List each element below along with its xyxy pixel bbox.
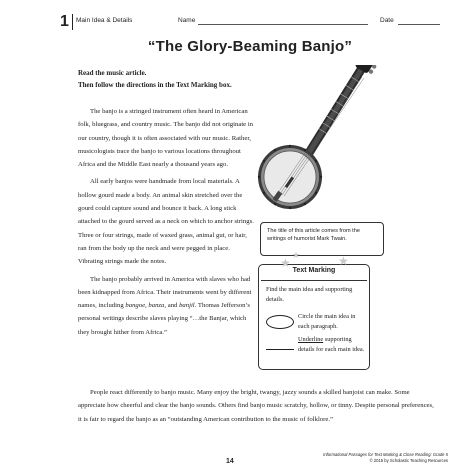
title-note-box: The title of this article comes from the writings of humorist Mark Twain. [260, 222, 384, 256]
star-icon: ★ [338, 254, 349, 268]
article-full-width [78, 386, 434, 426]
header-divider [72, 14, 73, 30]
paragraph-1: The banjo is a stringed instrument often heard in American folk, bluegrass, and country music. The banjo did not originate in our country, though it is often associated with our music. Rather, musicologists trace the banjo to various locations throughout Africa and the Middle East nearly a thousand years ago. [78, 108, 254, 169]
banjo-name-1: bangoe, banza, [125, 302, 167, 310]
page-header [60, 15, 440, 29]
underline-instruction-rest: supporting details for each main idea. [298, 336, 365, 353]
underline-instruction [298, 335, 366, 354]
banjo-name-2: banjil [179, 302, 195, 310]
page-number: 14 [226, 458, 234, 465]
paragraph-2: All early banjos were handmade from local materials. A hollow gourd made a body. An animal skin stretched over the gourd could capture sound and bounce it back. A long stick attached to the gourd served as a neck on which to anchor strings. Three or four strings, made of waxed grass, animal gut, or hair, ran from the body up the neck and were pegged in place. Vibrating strings made the notes. [78, 178, 254, 266]
circle-instruction: Circle the main idea in each paragraph. [298, 313, 356, 330]
date-label: Date [380, 17, 394, 24]
underline-word: Underline [298, 336, 324, 343]
circle-mark-icon [266, 315, 294, 329]
paragraph-4: People react differently to banjo music. Many enjoy the bright, twangy, jazzy sounds a skilled banjoist can make. Some appreciate how cheerful and clear the banjo sounds. Others find banjo music scratchy, hollow, or tinny. Despite personal preferences, it is fair to regard the banjo as an “outstanding American contribution to the music of folklore.” [78, 389, 434, 423]
underline-mark-icon [266, 349, 294, 350]
name-field[interactable] [198, 24, 368, 25]
star-icon: ★ [280, 256, 291, 270]
date-field[interactable] [398, 24, 440, 25]
star-icon: ★ [292, 250, 301, 260]
name-label: Name [178, 17, 196, 24]
section-label: Main Idea & Details [76, 17, 133, 24]
lesson-number: 1 [60, 13, 69, 30]
book-title: Informational Passages for Text Marking & Close Reading: Grade 5 [323, 452, 448, 457]
copyright: © 2015 by Scholastic Teaching Resources [369, 458, 448, 463]
credit-line [318, 452, 448, 464]
text-marking-title: Text Marking [292, 267, 336, 274]
banjo-illustration [250, 65, 390, 215]
text-marking-divider [261, 280, 367, 281]
article-column [78, 105, 256, 343]
instruction-line-1: Read the music article. [78, 69, 147, 77]
paragraph-3-end: . Thomas Jefferson’s personal writings describe slaves playing “…the Banjar, which they brought hither from Africa.” [78, 302, 250, 336]
text-marking-intro: Find the main idea and supporting details. [266, 286, 353, 303]
paragraph-3-and: and [166, 302, 180, 310]
paragraph-3 [78, 273, 256, 339]
paragraph-3-text: The banjo probably arrived in America with slaves who had been kidnapped from Africa. Their instruments went by different names, including [78, 275, 252, 310]
text-marking-box [258, 250, 370, 372]
instruction-line-2: Then follow the directions in the Text Marking box. [78, 81, 232, 89]
page-title: “The Glory-Beaming Banjo” [147, 38, 353, 55]
